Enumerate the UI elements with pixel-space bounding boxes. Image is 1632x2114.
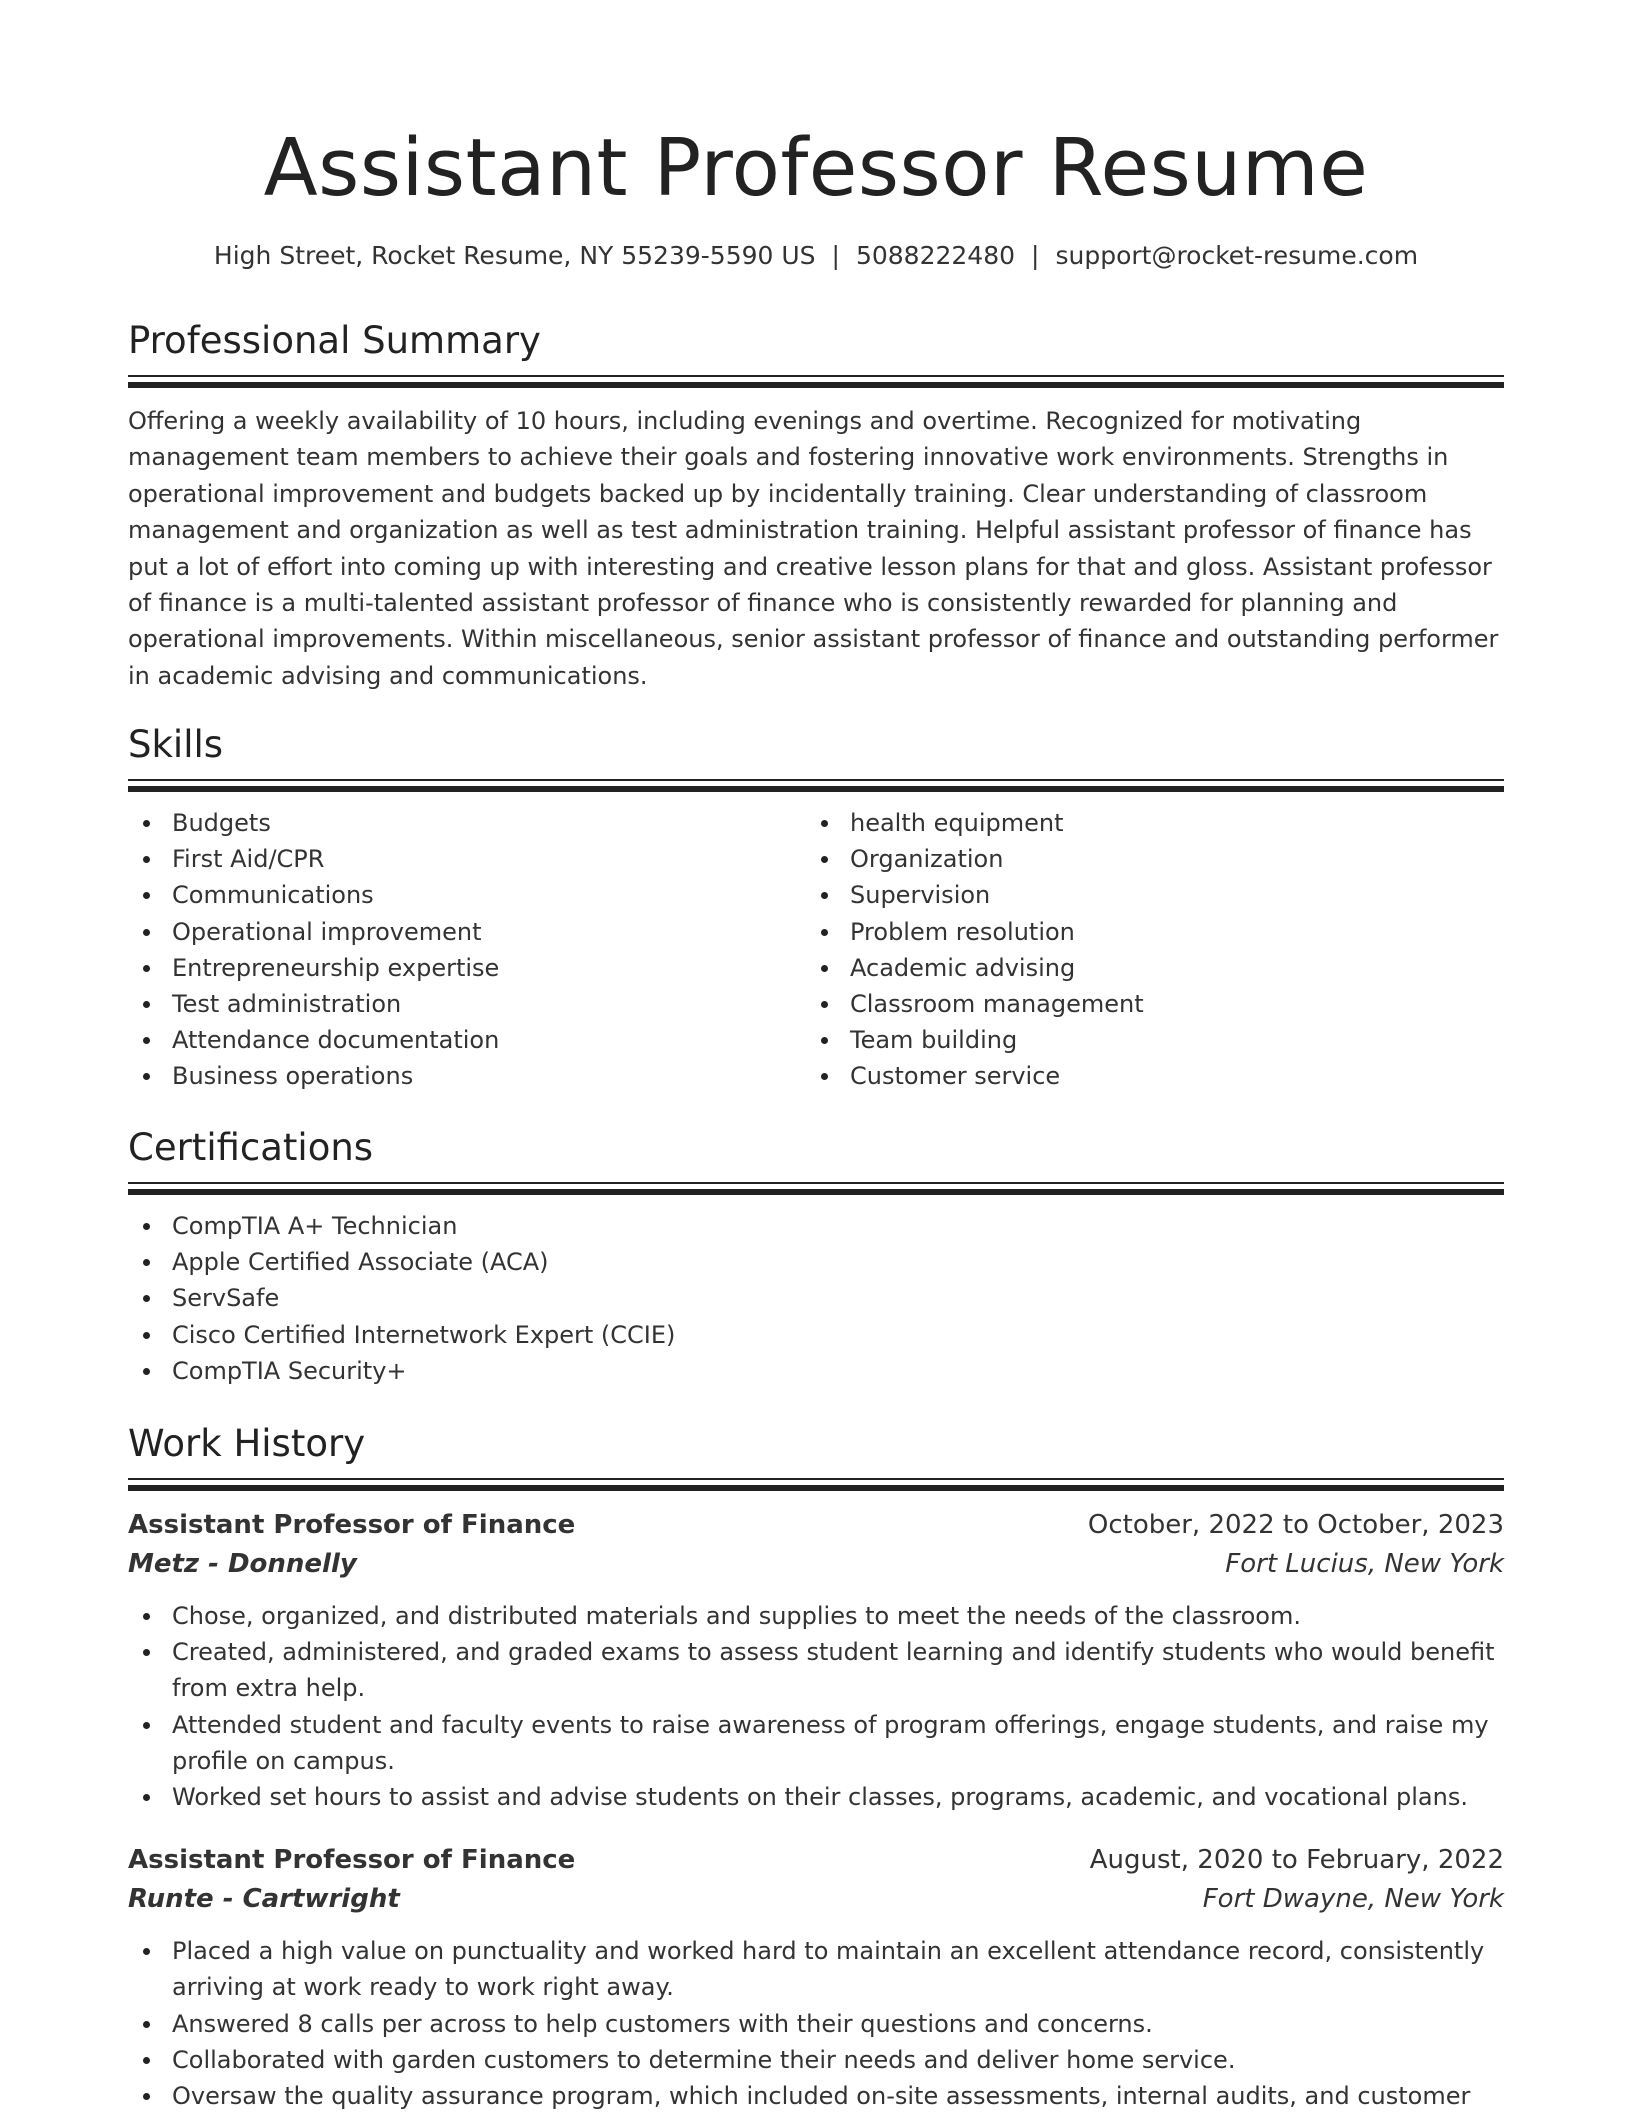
skills-columns [128,805,1504,1095]
job-title: Assistant Professor of Finance [128,1845,576,1876]
job-subheader-row [128,1880,1504,1919]
job-duty-item: Created, administered, and graded exams to assess student learning and identify students who would benefit from extra help. [128,1634,1504,1706]
contact-separator: | [831,241,840,270]
skill-item: Budgets [128,805,806,841]
skill-item: Attendance documentation [128,1022,806,1058]
skill-item: Classroom management [806,986,1484,1022]
job-duty-item: Oversaw the quality assurance program, which included on-site assessments, internal audits, and customer [128,2078,1504,2114]
skill-item: Operational improvement [128,914,806,950]
skill-item: Supervision [806,877,1484,913]
job-duty-item: Collaborated with garden customers to determine their needs and deliver home service. [128,2042,1504,2078]
section-heading-work-history: Work History [128,1422,366,1465]
job-subheader-row [128,1545,1504,1584]
job-duty-item: Answered 8 calls per across to help customers with their questions and concerns. [128,2006,1504,2042]
job-location: Fort Dwayne, New York [1202,1884,1504,1915]
skills-list-left [128,805,806,1095]
page-title: Assistant Professor Resume [263,122,1369,214]
skill-item: Communications [128,877,806,913]
job-company: Metz - Donnelly [128,1549,357,1579]
certification-item: CompTIA A+ Technician [128,1208,1504,1244]
certification-item: CompTIA Security+ [128,1353,1504,1389]
summary-text: Offering a weekly availability of 10 hours, including evenings and overtime. Recognized for motivating management team members to achieve their goals and fostering innovative work environments. Strengths in operational improvement and budgets backed up by incidentally training. Clear understanding of classroom management and organization as well as test administration training. Helpful assistant professor of finance has put a lot of effort into coming up with interesting and creative lesson plans for that and gloss. Assistant professor of finance is a multi-talented assistant professor of finance who is consistently rewarded for planning and operational improvements. Within miscellaneous, senior assistant professor of finance and outstanding performer in academic advising and communications. [128,407,1499,690]
skill-item: Academic advising [806,950,1484,986]
skill-item: Team building [806,1022,1484,1058]
skill-item: First Aid/CPR [128,841,806,877]
skill-item: Customer service [806,1058,1484,1094]
section-heading-summary: Professional Summary [128,319,541,362]
summary-section [128,316,1504,694]
job-header-row [128,1506,1504,1545]
skill-item: health equipment [806,805,1484,841]
contact-email: support@rocket-resume.com [1055,241,1419,270]
job-entry [128,1841,1504,2114]
job-duties-list [128,1598,1504,1815]
skill-item: Business operations [128,1058,806,1094]
section-heading-certifications: Certifications [128,1126,374,1169]
job-duty-item: Placed a high value on punctuality and worked hard to maintain an excellent attendance record, consistently arriving at work ready to work right away. [128,1933,1504,2005]
job-dates: October, 2022 to October, 2023 [1087,1510,1504,1540]
skills-column-left [128,805,806,1095]
work-history-section [128,1419,1504,2114]
job-duty-item: Chose, organized, and distributed materials and supplies to meet the needs of the classroom. [128,1598,1504,1634]
job-duties-list [128,1933,1504,2114]
job-company: Runte - Cartwright [128,1884,400,1915]
skill-item: Problem resolution [806,914,1484,950]
skill-item: Entrepreneurship expertise [128,950,806,986]
certification-item: Cisco Certified Internetwork Expert (CCIE) [128,1317,1504,1353]
skill-item: Test administration [128,986,806,1022]
job-title: Assistant Professor of Finance [128,1510,576,1540]
contact-separator: | [1031,241,1040,270]
job-entry [128,1506,1504,1815]
job-dates: August, 2020 to February, 2022 [1089,1845,1504,1876]
section-rule [128,375,1504,391]
section-heading-skills: Skills [128,723,224,766]
section-rule [128,1182,1504,1198]
skill-item: Organization [806,841,1484,877]
contact-address: High Street, Rocket Resume, NY 55239-5590 US [213,241,816,270]
certifications-list [128,1208,1504,1389]
job-duty-item: Worked set hours to assist and advise students on their classes, programs, academic, and vocational plans. [128,1779,1504,1815]
skills-column-right [806,805,1484,1095]
section-rule [128,779,1504,795]
skills-list-right [806,805,1484,1095]
job-header-row [128,1841,1504,1880]
job-duty-item: Attended student and faculty events to raise awareness of program offerings, engage students, and raise my profile on campus. [128,1707,1504,1779]
job-location: Fort Lucius, New York [1225,1549,1504,1579]
certifications-section [128,1123,1504,1389]
section-rule [128,1478,1504,1494]
contact-line [128,236,1504,276]
certification-item: Apple Certified Associate (ACA) [128,1244,1504,1280]
contact-phone: 5088222480 [855,241,1016,270]
skills-section [128,720,1504,1095]
certification-item: ServSafe [128,1280,1504,1316]
